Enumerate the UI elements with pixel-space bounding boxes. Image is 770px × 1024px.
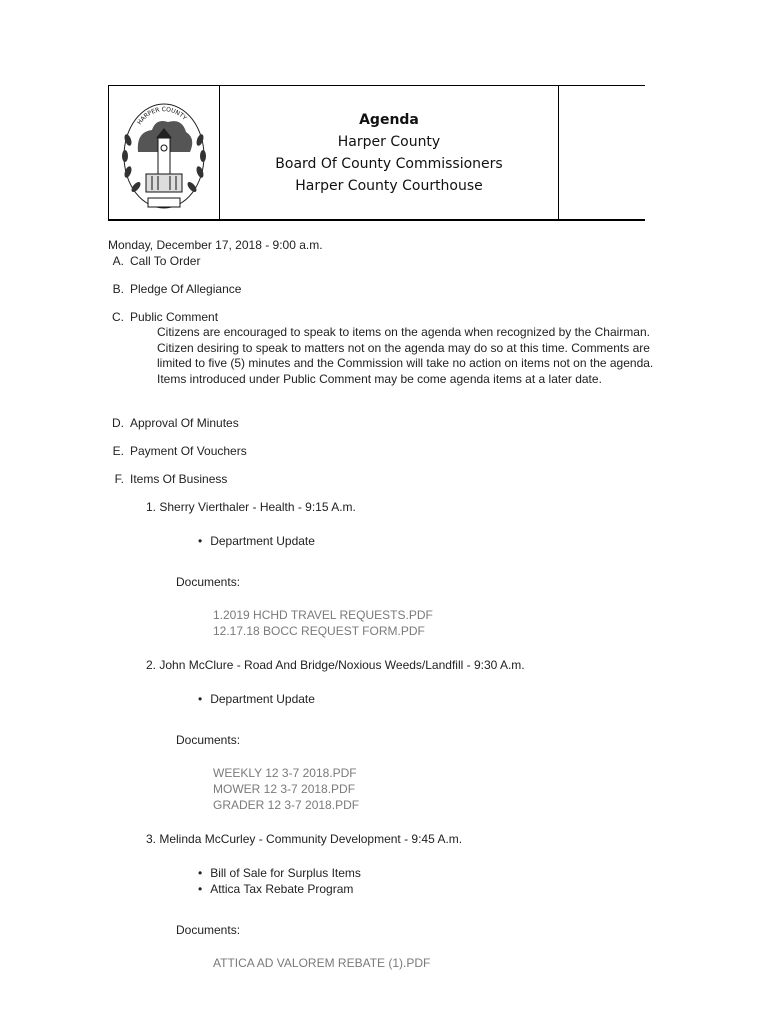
documents-label: Documents: bbox=[176, 733, 241, 747]
document-link[interactable]: 12.17.18 BOCC REQUEST FORM.PDF bbox=[213, 624, 425, 638]
bullet-item: • Bill of Sale for Surplus Items bbox=[198, 866, 361, 880]
meeting-date: Monday, December 17, 2018 - 9:00 a.m. bbox=[108, 238, 323, 252]
document-link[interactable]: ATTICA AD VALOREM REBATE (1).PDF bbox=[213, 956, 431, 970]
document-link[interactable]: MOWER 12 3-7 2018.PDF bbox=[213, 782, 356, 796]
item-label: Pledge Of Allegiance bbox=[130, 282, 242, 296]
item-mark: A. bbox=[112, 254, 124, 268]
item-mark: F. bbox=[114, 472, 124, 486]
item-label: Payment Of Vouchers bbox=[130, 444, 247, 458]
title-line-courthouse: Harper County Courthouse bbox=[295, 177, 483, 194]
agenda-header bbox=[108, 85, 645, 221]
agenda-title bbox=[220, 86, 559, 219]
agenda-item-e bbox=[110, 444, 247, 458]
business-item-1: 1. Sherry Vierthaler - Health - 9:15 A.m. bbox=[146, 500, 356, 514]
title-line-agenda: Agenda bbox=[359, 111, 419, 128]
title-line-board: Board Of County Commissioners bbox=[275, 155, 503, 172]
seal-text: HARPER COUNTY bbox=[136, 105, 188, 126]
public-comment-description: Citizens are encouraged to speak to items on the agenda when recognized by the Chairman. Citizen desiring to speak to matters not on the agenda may do so at this time. Comments are limited to five (5) minutes and the Commission will take no action on items not on the agenda. Items introduced under Public Comment may be come agenda items at a later date. bbox=[157, 325, 654, 386]
item-mark: B. bbox=[112, 282, 124, 296]
document-link[interactable]: WEEKLY 12 3-7 2018.PDF bbox=[213, 766, 357, 780]
title-line-county: Harper County bbox=[337, 133, 441, 150]
item-mark: C. bbox=[112, 310, 124, 324]
bullet-item: • Department Update bbox=[198, 692, 315, 706]
item-label: Items Of Business bbox=[130, 472, 228, 486]
agenda-item-a bbox=[110, 254, 200, 268]
agenda-item-b bbox=[110, 282, 241, 296]
documents-label: Documents: bbox=[176, 575, 241, 589]
document-link[interactable]: GRADER 12 3-7 2018.PDF bbox=[213, 798, 360, 812]
documents-label: Documents: bbox=[176, 923, 241, 937]
bullet-item: • Attica Tax Rebate Program bbox=[198, 882, 353, 896]
agenda-item-c bbox=[110, 310, 218, 324]
agenda-item-d bbox=[110, 416, 239, 430]
item-label: Call To Order bbox=[130, 254, 201, 268]
business-item-3: 3. Melinda McCurley - Community Development - 9:45 A.m. bbox=[146, 832, 463, 846]
seal-cell bbox=[109, 86, 220, 219]
document-link[interactable]: 1.2019 HCHD TRAVEL REQUESTS.PDF bbox=[213, 608, 433, 622]
county-seal-icon bbox=[116, 90, 212, 216]
header-empty-cell bbox=[559, 86, 645, 219]
item-mark: E. bbox=[112, 444, 124, 458]
item-label: Approval Of Minutes bbox=[130, 416, 239, 430]
item-label: Public Comment bbox=[130, 310, 219, 324]
bullet-item: • Department Update bbox=[198, 534, 315, 548]
agenda-item-f bbox=[110, 472, 227, 486]
item-mark: D. bbox=[112, 416, 124, 430]
business-item-2: 2. John McClure - Road And Bridge/Noxious Weeds/Landfill - 9:30 A.m. bbox=[146, 658, 525, 672]
